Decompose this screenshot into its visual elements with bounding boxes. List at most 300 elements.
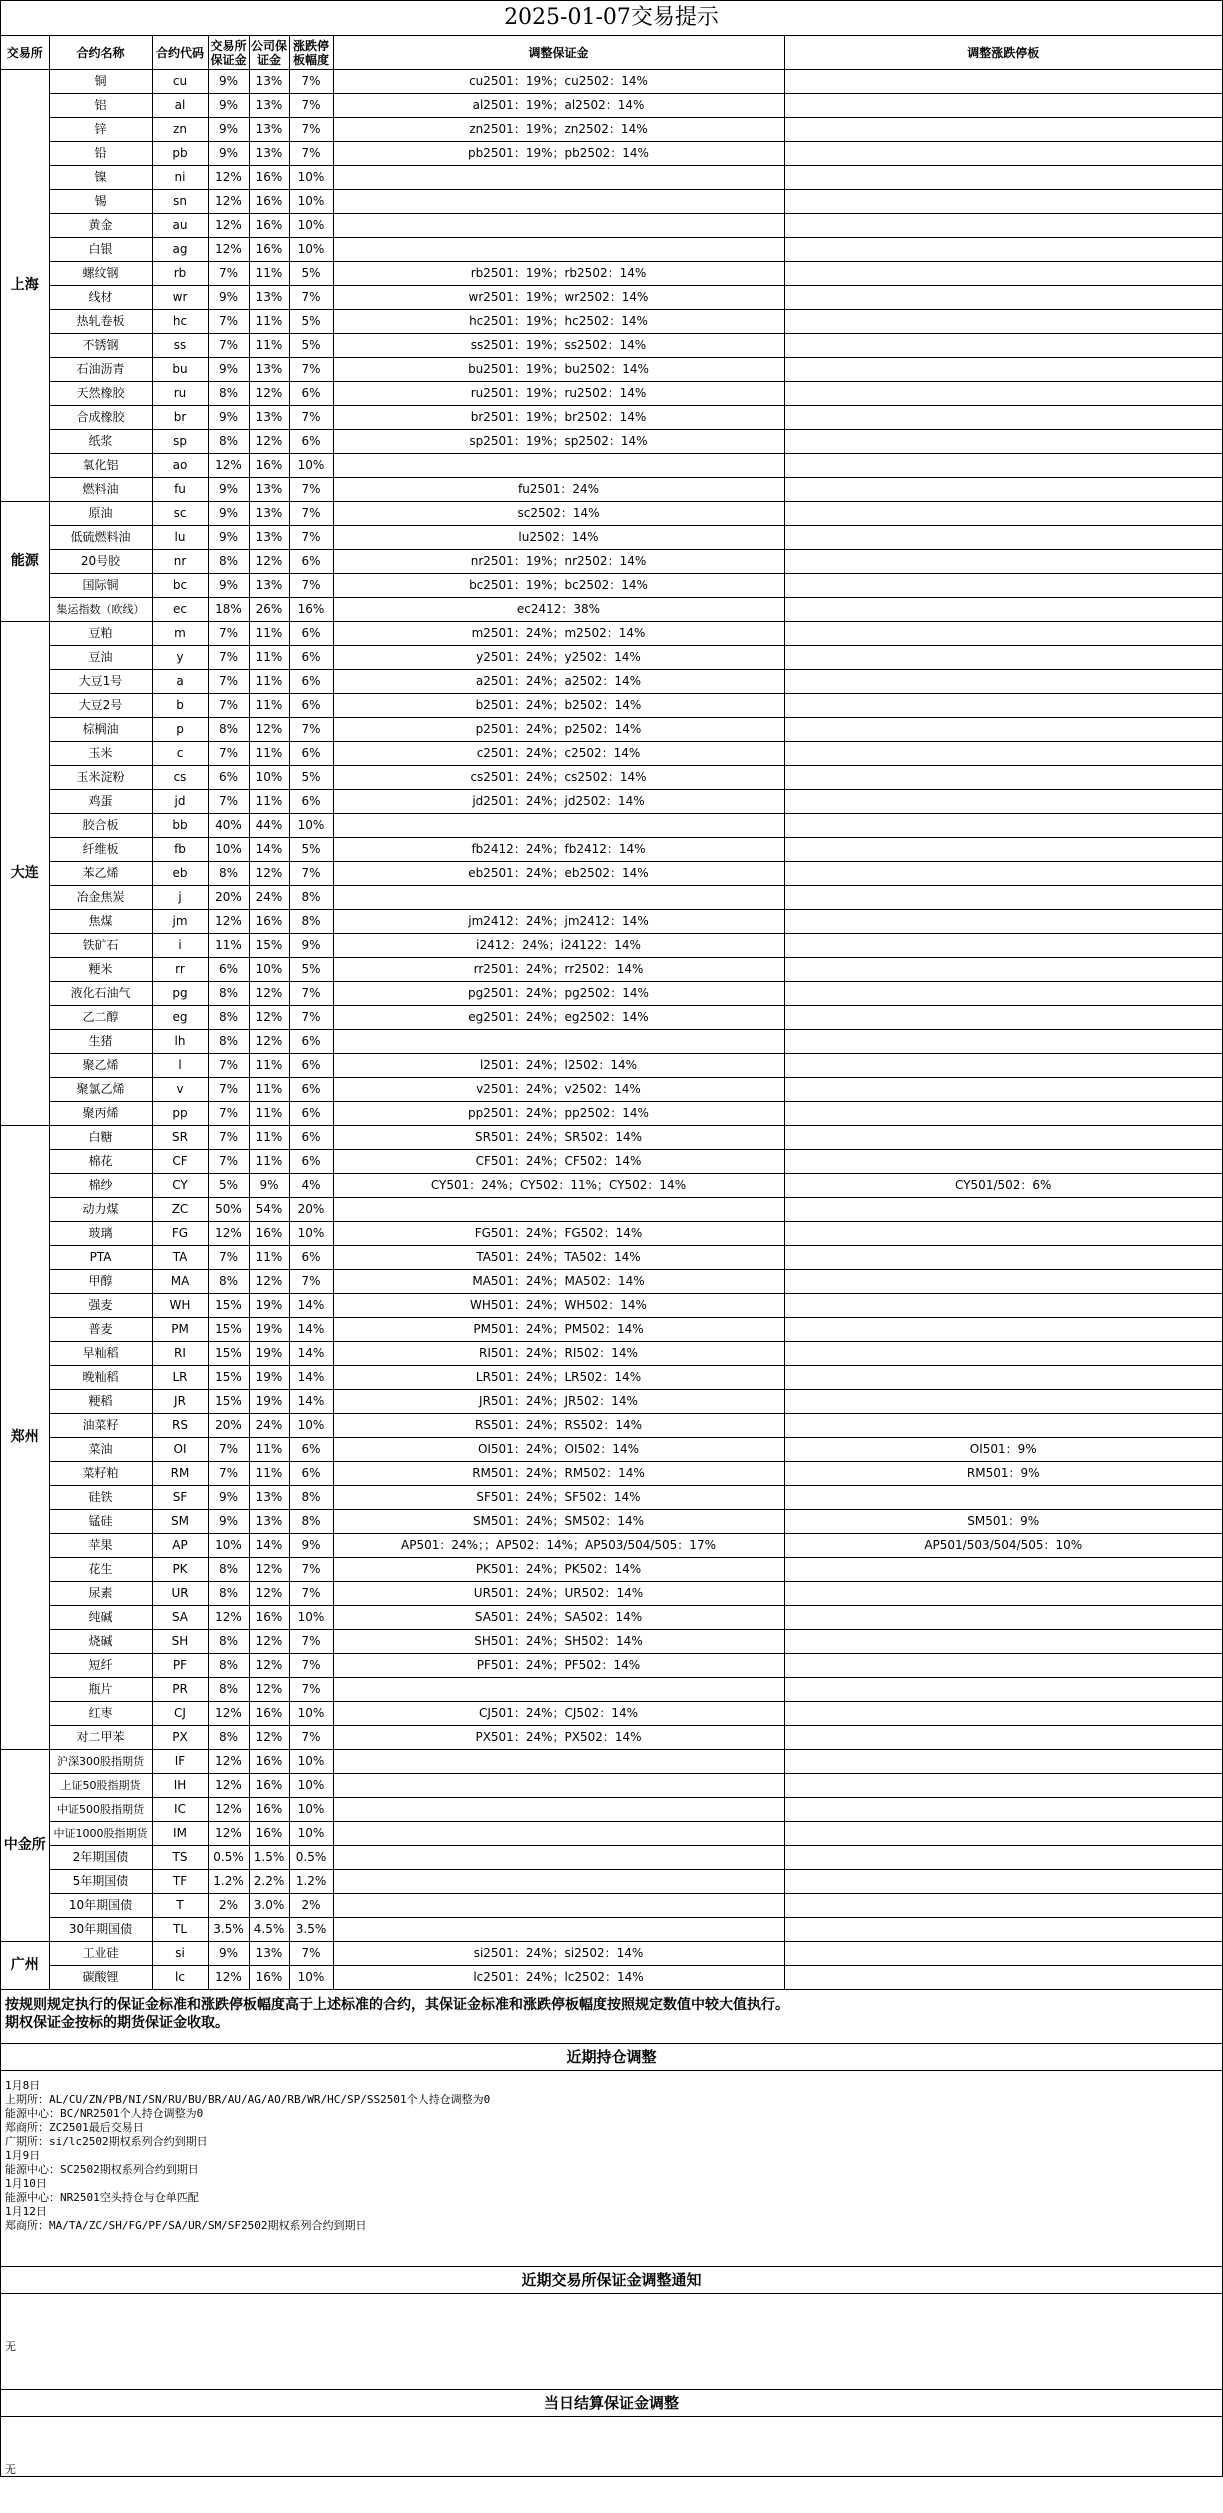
company-margin: 3.0% <box>249 1894 289 1918</box>
adjusted-margin <box>333 1750 784 1774</box>
contract-name: 工业硅 <box>49 1942 152 1966</box>
contract-code: eb <box>152 862 208 886</box>
exchange-margin: 8% <box>208 982 249 1006</box>
adjusted-limit <box>784 358 1222 382</box>
adjusted-margin: eb2501：24%；eb2502：14% <box>333 862 784 886</box>
table-row <box>1 1726 1222 1750</box>
limit: 6% <box>289 790 333 814</box>
company-margin: 12% <box>249 1630 289 1654</box>
adjusted-limit <box>784 478 1222 502</box>
table-row <box>1 958 1222 982</box>
contract-code: ZC <box>152 1198 208 1222</box>
contract-name: 黄金 <box>49 214 152 238</box>
table-row <box>1 1918 1222 1942</box>
company-margin: 19% <box>249 1390 289 1414</box>
adjusted-margin: wr2501：19%；wr2502：14% <box>333 286 784 310</box>
adjusted-margin: WH501：24%；WH502：14% <box>333 1294 784 1318</box>
contract-code: PX <box>152 1726 208 1750</box>
table-row <box>1 166 1222 190</box>
company-margin: 9% <box>249 1174 289 1198</box>
company-margin: 12% <box>249 1654 289 1678</box>
exchange-margin: 11% <box>208 934 249 958</box>
company-margin: 16% <box>249 1606 289 1630</box>
adjusted-margin <box>333 238 784 262</box>
limit: 6% <box>289 1078 333 1102</box>
exchange-margin: 12% <box>208 1798 249 1822</box>
adjusted-limit <box>784 1558 1222 1582</box>
contract-code: IF <box>152 1750 208 1774</box>
table-row <box>1 190 1222 214</box>
company-margin: 11% <box>249 1078 289 1102</box>
contract-code: SM <box>152 1510 208 1534</box>
margin-table-body <box>1 36 1222 1990</box>
limit: 7% <box>289 70 333 94</box>
adjusted-margin: bc2501：19%；bc2502：14% <box>333 574 784 598</box>
limit: 7% <box>289 142 333 166</box>
adjusted-margin: cs2501：24%；cs2502：14% <box>333 766 784 790</box>
contract-code: m <box>152 622 208 646</box>
contract-code: UR <box>152 1582 208 1606</box>
table-row <box>1 1390 1222 1414</box>
contract-name: 棉纱 <box>49 1174 152 1198</box>
contract-name: 30年期国债 <box>49 1918 152 1942</box>
contract-code: IC <box>152 1798 208 1822</box>
exchange-margin: 6% <box>208 766 249 790</box>
company-margin: 16% <box>249 1798 289 1822</box>
exchange-margin: 9% <box>208 1942 249 1966</box>
limit: 8% <box>289 886 333 910</box>
exchange-margin: 15% <box>208 1342 249 1366</box>
limit: 7% <box>289 1582 333 1606</box>
company-margin: 11% <box>249 670 289 694</box>
adjusted-margin <box>333 1918 784 1942</box>
adjusted-margin: SM501：24%；SM502：14% <box>333 1510 784 1534</box>
limit: 10% <box>289 1222 333 1246</box>
limit: 6% <box>289 1054 333 1078</box>
company-margin: 13% <box>249 1486 289 1510</box>
adjusted-limit <box>784 1222 1222 1246</box>
adjusted-limit <box>784 70 1222 94</box>
limit: 4% <box>289 1174 333 1198</box>
exchange-margin: 8% <box>208 1270 249 1294</box>
rule-note-line: 期权保证金按标的期货保证金收取。 <box>5 2015 229 2031</box>
adjusted-limit: CY501/502：6% <box>784 1174 1222 1198</box>
exchange-margin: 7% <box>208 694 249 718</box>
exchange-margin: 1.2% <box>208 1870 249 1894</box>
contract-name: 动力煤 <box>49 1198 152 1222</box>
limit: 10% <box>289 1606 333 1630</box>
table-row <box>1 646 1222 670</box>
adjusted-limit <box>784 142 1222 166</box>
header-adjusted-limit: 调整涨跌停板 <box>784 36 1222 70</box>
contract-name: 红枣 <box>49 1702 152 1726</box>
contract-name: 纸浆 <box>49 430 152 454</box>
adjusted-margin: rb2501：19%；rb2502：14% <box>333 262 784 286</box>
company-margin: 11% <box>249 646 289 670</box>
limit: 7% <box>289 526 333 550</box>
exchange-margin: 9% <box>208 94 249 118</box>
adjusted-margin <box>333 1894 784 1918</box>
contract-name: 合成橡胶 <box>49 406 152 430</box>
limit: 3.5% <box>289 1918 333 1942</box>
table-row <box>1 1414 1222 1438</box>
adjusted-margin: i2412：24%；i24122：14% <box>333 934 784 958</box>
adjusted-limit <box>784 1126 1222 1150</box>
exchange-margin: 0.5% <box>208 1846 249 1870</box>
adjusted-limit <box>784 814 1222 838</box>
company-margin: 12% <box>249 382 289 406</box>
table-row <box>1 1486 1222 1510</box>
contract-code: TS <box>152 1846 208 1870</box>
table-row <box>1 118 1222 142</box>
adjusted-margin: y2501：24%；y2502：14% <box>333 646 784 670</box>
adjusted-margin: sp2501：19%；sp2502：14% <box>333 430 784 454</box>
company-margin: 4.5% <box>249 1918 289 1942</box>
position-adjustment-title: 近期持仓调整 <box>1 2044 1222 2071</box>
exchange-margin: 7% <box>208 646 249 670</box>
table-row <box>1 1006 1222 1030</box>
table-row <box>1 1702 1222 1726</box>
limit: 7% <box>289 118 333 142</box>
exchange-name: 郑州 <box>1 1126 49 1750</box>
contract-code: ao <box>152 454 208 478</box>
table-row <box>1 1846 1222 1870</box>
adjusted-margin <box>333 1774 784 1798</box>
contract-name: 液化石油气 <box>49 982 152 1006</box>
exchange-margin: 7% <box>208 310 249 334</box>
table-row <box>1 910 1222 934</box>
table-row <box>1 1318 1222 1342</box>
adjusted-limit <box>784 1750 1222 1774</box>
table-row <box>1 838 1222 862</box>
contract-code: hc <box>152 310 208 334</box>
table-row <box>1 214 1222 238</box>
company-margin: 24% <box>249 886 289 910</box>
exchange-margin: 15% <box>208 1294 249 1318</box>
contract-name: 线材 <box>49 286 152 310</box>
adjusted-limit <box>784 646 1222 670</box>
company-margin: 13% <box>249 1942 289 1966</box>
exchange-margin: 7% <box>208 1126 249 1150</box>
rule-note <box>1 1990 1222 2044</box>
adjusted-margin: SR501：24%；SR502：14% <box>333 1126 784 1150</box>
table-row <box>1 934 1222 958</box>
exchange-margin: 50% <box>208 1198 249 1222</box>
adjusted-margin <box>333 814 784 838</box>
adjusted-limit <box>784 1726 1222 1750</box>
limit: 6% <box>289 1438 333 1462</box>
contract-code: T <box>152 1894 208 1918</box>
contract-code: CJ <box>152 1702 208 1726</box>
contract-code: bu <box>152 358 208 382</box>
contract-code: bb <box>152 814 208 838</box>
company-margin: 44% <box>249 814 289 838</box>
exchange-name: 中金所 <box>1 1750 49 1942</box>
adjusted-margin: hc2501：19%；hc2502：14% <box>333 310 784 334</box>
contract-name: 尿素 <box>49 1582 152 1606</box>
notice-line: 1月9日 <box>5 2149 41 2162</box>
page-title: 2025-01-07交易提示 <box>1 1 1222 36</box>
limit: 10% <box>289 238 333 262</box>
table-row <box>1 1798 1222 1822</box>
contract-name: 10年期国债 <box>49 1894 152 1918</box>
header-contract-code: 合约代码 <box>152 36 208 70</box>
company-margin: 12% <box>249 718 289 742</box>
exchange-margin: 2% <box>208 1894 249 1918</box>
contract-name: 豆油 <box>49 646 152 670</box>
adjusted-limit <box>784 1078 1222 1102</box>
exchange-margin: 8% <box>208 550 249 574</box>
table-row <box>1 718 1222 742</box>
table-row <box>1 862 1222 886</box>
contract-code: ru <box>152 382 208 406</box>
notice-line: 上期所：AL/CU/ZN/PB/NI/SN/RU/BU/BR/AU/AG/AO/RB/WR/HC/SP/SS2501个人持仓调整为0 <box>5 2093 491 2106</box>
settlement-margin-adjustment-title: 当日结算保证金调整 <box>1 2390 1222 2417</box>
adjusted-limit <box>784 1702 1222 1726</box>
exchange-margin: 12% <box>208 1774 249 1798</box>
adjusted-margin: pb2501：19%；pb2502：14% <box>333 142 784 166</box>
adjusted-limit <box>784 1294 1222 1318</box>
contract-name: 中证1000股指期货 <box>49 1822 152 1846</box>
table-row <box>1 622 1222 646</box>
contract-name: 白糖 <box>49 1126 152 1150</box>
table-row <box>1 1606 1222 1630</box>
contract-code: jm <box>152 910 208 934</box>
exchange-margin: 9% <box>208 574 249 598</box>
company-margin: 54% <box>249 1198 289 1222</box>
exchange-margin: 7% <box>208 1462 249 1486</box>
company-margin: 16% <box>249 1774 289 1798</box>
adjusted-limit <box>784 694 1222 718</box>
contract-code: pb <box>152 142 208 166</box>
adjusted-margin: pg2501：24%；pg2502：14% <box>333 982 784 1006</box>
exchange-margin: 8% <box>208 718 249 742</box>
adjusted-limit <box>784 1822 1222 1846</box>
exchange-margin: 12% <box>208 1750 249 1774</box>
company-margin: 16% <box>249 214 289 238</box>
contract-name: 焦煤 <box>49 910 152 934</box>
table-row <box>1 598 1222 622</box>
contract-name: 粳稻 <box>49 1390 152 1414</box>
table-row <box>1 1366 1222 1390</box>
adjusted-margin: m2501：24%；m2502：14% <box>333 622 784 646</box>
company-margin: 16% <box>249 1702 289 1726</box>
contract-code: CY <box>152 1174 208 1198</box>
adjusted-limit <box>784 454 1222 478</box>
contract-code: IM <box>152 1822 208 1846</box>
contract-code: FG <box>152 1222 208 1246</box>
limit: 10% <box>289 1750 333 1774</box>
adjusted-margin: v2501：24%；v2502：14% <box>333 1078 784 1102</box>
adjusted-limit <box>784 1606 1222 1630</box>
limit: 7% <box>289 718 333 742</box>
limit: 7% <box>289 1006 333 1030</box>
limit: 7% <box>289 478 333 502</box>
adjusted-margin: cu2501：19%；cu2502：14% <box>333 70 784 94</box>
exchange-margin: 9% <box>208 358 249 382</box>
exchange-margin: 9% <box>208 1510 249 1534</box>
table-row <box>1 1558 1222 1582</box>
table-row <box>1 1630 1222 1654</box>
company-margin: 11% <box>249 1150 289 1174</box>
company-margin: 13% <box>249 94 289 118</box>
adjusted-limit: AP501/503/504/505：10% <box>784 1534 1222 1558</box>
table-row <box>1 1342 1222 1366</box>
adjusted-limit <box>784 1198 1222 1222</box>
adjusted-margin <box>333 190 784 214</box>
exchange-margin: 12% <box>208 1222 249 1246</box>
contract-name: 热轧卷板 <box>49 310 152 334</box>
contract-name: 锡 <box>49 190 152 214</box>
table-row <box>1 262 1222 286</box>
contract-code: wr <box>152 286 208 310</box>
contract-code: ss <box>152 334 208 358</box>
exchange-margin: 9% <box>208 502 249 526</box>
contract-code: y <box>152 646 208 670</box>
adjusted-limit <box>784 718 1222 742</box>
contract-code: pp <box>152 1102 208 1126</box>
contract-name: 石油沥青 <box>49 358 152 382</box>
contract-code: br <box>152 406 208 430</box>
exchange-margin: 5% <box>208 1174 249 1198</box>
contract-name: 锌 <box>49 118 152 142</box>
table-row <box>1 1750 1222 1774</box>
exchange-margin: 20% <box>208 1414 249 1438</box>
company-margin: 13% <box>249 118 289 142</box>
limit: 9% <box>289 934 333 958</box>
adjusted-margin: TA501：24%；TA502：14% <box>333 1246 784 1270</box>
adjusted-limit <box>784 262 1222 286</box>
contract-code: pg <box>152 982 208 1006</box>
exchange-margin: 15% <box>208 1390 249 1414</box>
header-company-margin: 公司保证金 <box>249 36 289 70</box>
adjusted-limit <box>784 310 1222 334</box>
adjusted-margin <box>333 1846 784 1870</box>
contract-name: 甲醇 <box>49 1270 152 1294</box>
table-row <box>1 550 1222 574</box>
adjusted-limit <box>784 886 1222 910</box>
table-row <box>1 1966 1222 1990</box>
table-row <box>1 1870 1222 1894</box>
contract-name: 冶金焦炭 <box>49 886 152 910</box>
table-row <box>1 742 1222 766</box>
exchange-margin: 8% <box>208 382 249 406</box>
limit: 7% <box>289 574 333 598</box>
contract-name: 胶合板 <box>49 814 152 838</box>
exchange-margin: 7% <box>208 1438 249 1462</box>
rule-note-line: 按规则规定执行的保证金标准和涨跌停板幅度高于上述标准的合约，其保证金标准和涨跌停板幅度按照规定数值中较大值执行。 <box>5 1997 789 2013</box>
contract-code: eg <box>152 1006 208 1030</box>
table-row <box>1 286 1222 310</box>
company-margin: 19% <box>249 1294 289 1318</box>
adjusted-limit <box>784 550 1222 574</box>
company-margin: 12% <box>249 1270 289 1294</box>
notice-line: 1月8日 <box>5 2079 41 2092</box>
adjusted-limit <box>784 1006 1222 1030</box>
contract-name: 菜油 <box>49 1438 152 1462</box>
company-margin: 12% <box>249 982 289 1006</box>
company-margin: 13% <box>249 478 289 502</box>
table-row <box>1 1678 1222 1702</box>
company-margin: 13% <box>249 526 289 550</box>
limit: 6% <box>289 742 333 766</box>
notice-line: 郑商所：ZC2501最后交易日 <box>5 2121 144 2134</box>
contract-code: SR <box>152 1126 208 1150</box>
limit: 6% <box>289 1246 333 1270</box>
table-row <box>1 478 1222 502</box>
table-row <box>1 1246 1222 1270</box>
company-margin: 11% <box>249 334 289 358</box>
table-row <box>1 142 1222 166</box>
limit: 7% <box>289 1678 333 1702</box>
exchange-margin: 8% <box>208 1558 249 1582</box>
exchange-margin: 7% <box>208 742 249 766</box>
limit: 5% <box>289 334 333 358</box>
adjusted-limit <box>784 382 1222 406</box>
limit: 14% <box>289 1390 333 1414</box>
company-margin: 11% <box>249 694 289 718</box>
company-margin: 16% <box>249 190 289 214</box>
limit: 7% <box>289 1654 333 1678</box>
contract-name: 镍 <box>49 166 152 190</box>
margin-table <box>1 36 1222 1990</box>
contract-code: ni <box>152 166 208 190</box>
contract-code: WH <box>152 1294 208 1318</box>
exchange-margin: 8% <box>208 1582 249 1606</box>
adjusted-margin <box>333 1822 784 1846</box>
limit: 6% <box>289 646 333 670</box>
adjusted-margin: RS501：24%；RS502：14% <box>333 1414 784 1438</box>
exchange-margin: 9% <box>208 406 249 430</box>
adjusted-margin: JR501：24%；JR502：14% <box>333 1390 784 1414</box>
limit: 16% <box>289 598 333 622</box>
limit: 2% <box>289 1894 333 1918</box>
contract-name: 原油 <box>49 502 152 526</box>
adjusted-limit: SM501：9% <box>784 1510 1222 1534</box>
contract-code: rr <box>152 958 208 982</box>
contract-name: 2年期国债 <box>49 1846 152 1870</box>
company-margin: 15% <box>249 934 289 958</box>
adjusted-margin <box>333 1870 784 1894</box>
company-margin: 11% <box>249 790 289 814</box>
adjusted-margin <box>333 166 784 190</box>
exchange-margin: 9% <box>208 142 249 166</box>
exchange-margin: 7% <box>208 670 249 694</box>
exchange-margin: 7% <box>208 622 249 646</box>
contract-name: 低硫燃料油 <box>49 526 152 550</box>
table-row <box>1 790 1222 814</box>
contract-name: 铁矿石 <box>49 934 152 958</box>
company-margin: 14% <box>249 838 289 862</box>
adjusted-margin: CY501：24%；CY502：11%；CY502：14% <box>333 1174 784 1198</box>
contract-name: 铜 <box>49 70 152 94</box>
table-header <box>1 36 1222 70</box>
contract-name: 强麦 <box>49 1294 152 1318</box>
limit: 6% <box>289 1126 333 1150</box>
company-margin: 12% <box>249 1030 289 1054</box>
adjusted-limit <box>784 934 1222 958</box>
limit: 14% <box>289 1342 333 1366</box>
adjusted-limit <box>784 1342 1222 1366</box>
adjusted-margin: sc2502：14% <box>333 502 784 526</box>
company-margin: 13% <box>249 70 289 94</box>
adjusted-limit <box>784 286 1222 310</box>
contract-code: RI <box>152 1342 208 1366</box>
adjusted-limit <box>784 1366 1222 1390</box>
adjusted-limit <box>784 406 1222 430</box>
adjusted-limit <box>784 1246 1222 1270</box>
table-row <box>1 1270 1222 1294</box>
